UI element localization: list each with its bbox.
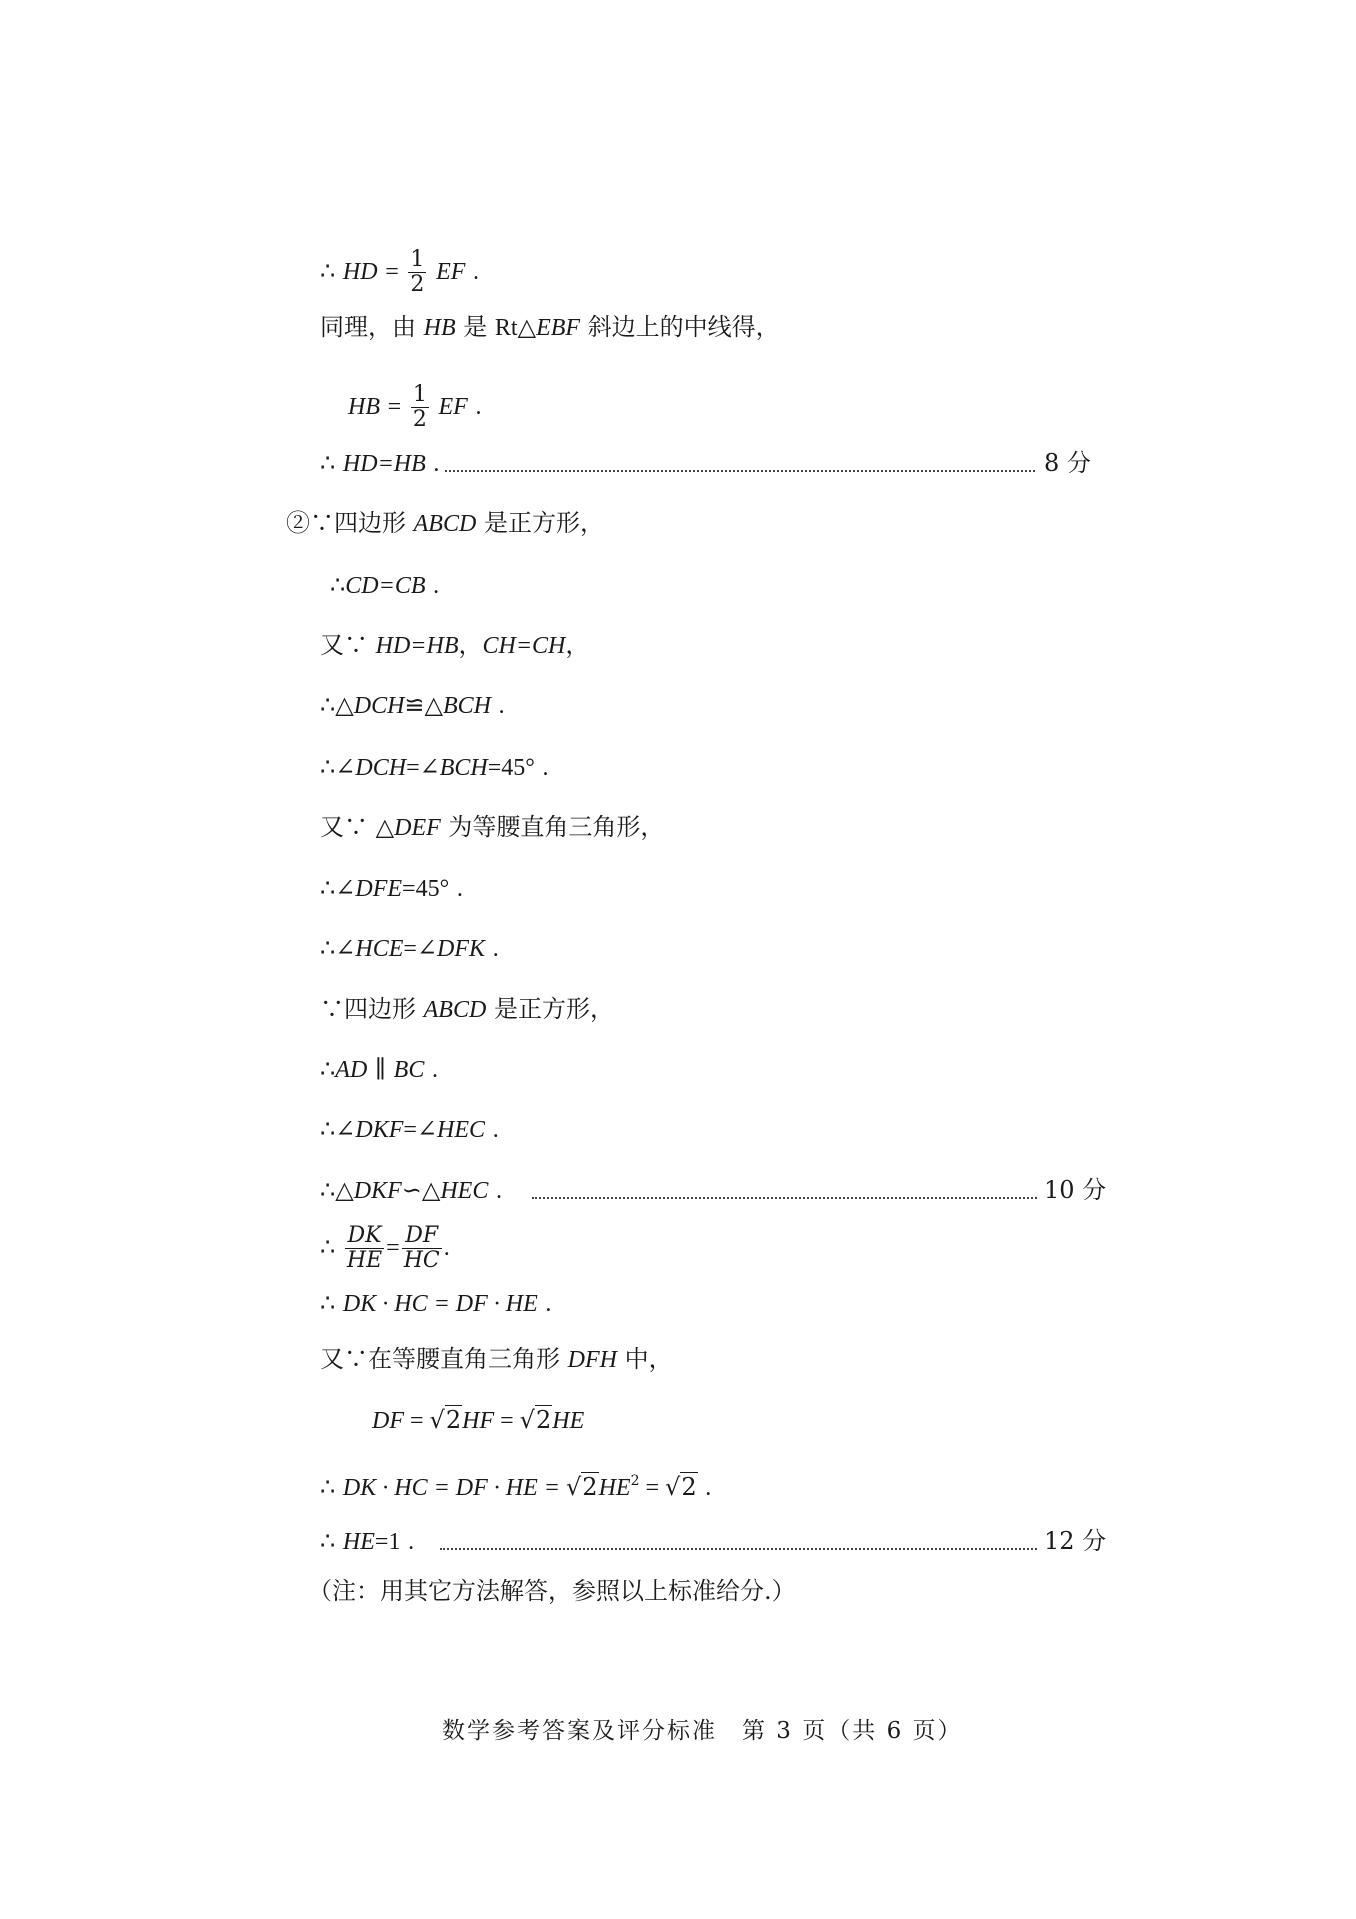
therefore-symbol: ∴ xyxy=(320,691,336,719)
math-text: EBF xyxy=(536,315,581,341)
score-label: 12 分 xyxy=(1044,1527,1107,1555)
therefore-symbol: ∴ xyxy=(320,1233,336,1261)
fraction xyxy=(345,1224,384,1273)
punctuation: . xyxy=(542,755,549,781)
fraction-denominator: HE xyxy=(346,1248,383,1273)
therefore-symbol: ∴ xyxy=(320,753,336,781)
text: 四边形 xyxy=(344,995,416,1023)
text: 中， xyxy=(624,1345,673,1373)
line-cd-eq-cb xyxy=(330,570,439,601)
line-product-equation xyxy=(320,1288,551,1319)
text: 四边形 xyxy=(334,509,406,537)
punctuation: ， xyxy=(565,631,590,659)
punctuation: . xyxy=(408,1529,415,1555)
line-hce-eq-dfk xyxy=(320,933,499,964)
therefore-symbol: ∴ xyxy=(320,1176,336,1204)
fraction xyxy=(411,383,429,432)
text: 又∵ xyxy=(320,631,368,659)
math-text: =1 xyxy=(374,1529,401,1555)
sqrt-expression: √2 xyxy=(665,1473,697,1501)
punctuation: . xyxy=(705,1475,712,1501)
line-angles-45 xyxy=(320,752,549,783)
therefore-symbol: ∴ xyxy=(330,571,346,599)
math-text: DKF xyxy=(353,1178,402,1204)
sqrt-radicand: 2 xyxy=(445,1406,462,1434)
line-hb-half-ef xyxy=(348,383,481,432)
angle-symbol: ∠ xyxy=(419,755,440,781)
math-text: ABCD xyxy=(423,997,487,1023)
triangle-symbol: △ xyxy=(335,693,354,719)
punctuation: ， xyxy=(458,631,483,659)
math-text: HEC xyxy=(437,1117,486,1143)
sqrt-radicand: 2 xyxy=(582,1473,598,1501)
page-footer: 数学参考答案及评分标准 第 3 页（共 6 页） xyxy=(442,1718,963,1744)
line-part2-square xyxy=(286,508,604,539)
therefore-symbol: ∴ xyxy=(320,1289,336,1317)
math-text: BC xyxy=(393,1057,425,1083)
punctuation: . xyxy=(492,1117,499,1143)
math-text: DFH xyxy=(567,1347,617,1373)
fraction-denominator: 2 xyxy=(410,272,425,297)
math-text: = xyxy=(387,394,402,420)
punctuation: . xyxy=(456,876,463,902)
line-similarly-hb xyxy=(320,312,780,343)
score-label: 10 分 xyxy=(1044,1176,1107,1204)
part-marker: ②∵ xyxy=(286,509,334,537)
math-text: DKF xyxy=(355,1117,404,1143)
punctuation: . xyxy=(498,693,505,719)
score-leader-dots xyxy=(440,1548,1037,1550)
math-text: HE xyxy=(598,1475,631,1501)
line-isosceles-dfh xyxy=(320,1344,673,1375)
line-hd-half-ef xyxy=(320,248,479,297)
angle-symbol: ∠ xyxy=(335,1117,356,1143)
math-text: = xyxy=(385,259,399,285)
math-text: = xyxy=(403,1117,417,1143)
math-text: BCH xyxy=(443,693,491,719)
math-text: HB xyxy=(423,315,456,341)
line-ratio-equation xyxy=(320,1224,450,1273)
math-text: DK · HC = DF · HE xyxy=(342,1291,538,1317)
punctuation: . xyxy=(545,1291,552,1317)
line-hd-eq-hb xyxy=(320,448,439,479)
sqrt-expression: √2 xyxy=(565,1473,598,1501)
math-text: = xyxy=(494,1408,520,1434)
math-text: DFE xyxy=(355,876,403,902)
line-triangles-congruent xyxy=(320,690,505,721)
therefore-symbol: ∴ xyxy=(320,1055,336,1083)
math-text: HD=HB xyxy=(375,633,459,659)
therefore-symbol: ∴ xyxy=(320,449,336,477)
sqrt-radicand: 2 xyxy=(535,1406,552,1434)
therefore-symbol: ∴ xyxy=(320,1115,336,1143)
triangle-symbol: △ xyxy=(424,693,443,719)
math-text: HB xyxy=(348,394,380,420)
fraction-numerator: 1 xyxy=(410,247,425,272)
text: 是正方形， xyxy=(493,995,614,1023)
triangle-symbol: △ xyxy=(421,1178,441,1204)
angle-symbol: ∠ xyxy=(335,755,356,781)
angle-symbol: ∠ xyxy=(335,936,356,962)
math-text: = xyxy=(404,1408,430,1434)
fraction-numerator: DF xyxy=(405,1223,439,1248)
math-text: ABCD xyxy=(413,511,477,537)
math-text: =45° xyxy=(487,755,535,781)
math-text: HEC xyxy=(440,1178,489,1204)
math-text: = xyxy=(386,1235,400,1261)
sqrt-expression: √2 xyxy=(519,1406,552,1434)
math-text: = xyxy=(639,1475,666,1501)
line-def-isosceles xyxy=(320,812,664,843)
line-abcd-square xyxy=(320,994,614,1025)
text: 是 xyxy=(463,313,488,341)
math-text: BCH xyxy=(439,755,488,781)
math-text: HE xyxy=(552,1408,585,1434)
math-text: DFK xyxy=(437,936,486,962)
fraction-denominator: HC xyxy=(403,1248,440,1273)
math-text: CH=CH xyxy=(482,633,566,659)
score-leader-dots xyxy=(532,1197,1037,1199)
math-text: AD xyxy=(335,1057,368,1083)
therefore-symbol: ∴ xyxy=(320,1527,336,1555)
fraction xyxy=(408,248,426,297)
punctuation: . xyxy=(433,451,440,477)
triangle-symbol: △ xyxy=(335,1178,354,1204)
math-text: HE xyxy=(342,1529,375,1555)
text: 又∵ xyxy=(320,813,368,841)
line-he-eq-1 xyxy=(320,1526,414,1557)
math-text: EF xyxy=(436,259,466,285)
parallel-symbol: ∥ xyxy=(374,1057,387,1083)
therefore-symbol: ∴ xyxy=(320,1473,336,1501)
math-text: = xyxy=(406,755,420,781)
math-text: DK · HC = DF · HE = xyxy=(342,1475,566,1501)
text: 又∵ xyxy=(320,1345,368,1373)
math-text: DF xyxy=(372,1408,404,1434)
text: 斜边上的中线得， xyxy=(587,313,780,341)
math-text: DCH xyxy=(355,755,407,781)
line-ad-parallel-bc xyxy=(320,1054,438,1085)
punctuation: . xyxy=(443,1235,450,1261)
therefore-symbol: ∴ xyxy=(320,257,336,285)
score-label: 8 分 xyxy=(1044,449,1091,477)
therefore-symbol: ∴ xyxy=(320,874,336,902)
angle-symbol: ∠ xyxy=(416,1117,438,1143)
therefore-symbol: ∴ xyxy=(320,934,336,962)
angle-symbol: ∠ xyxy=(416,936,438,962)
punctuation: . xyxy=(492,936,499,962)
text: 为等腰直角三角形， xyxy=(448,813,665,841)
fraction-denominator: 2 xyxy=(412,407,427,432)
math-text: HF xyxy=(462,1408,495,1434)
math-text: HD xyxy=(342,259,378,285)
line-dfe-45 xyxy=(320,873,463,904)
math-text: DEF xyxy=(394,815,441,841)
congruent-symbol: ≌ xyxy=(404,693,425,719)
line-dkf-eq-hec xyxy=(320,1114,499,1145)
because-symbol: ∵ xyxy=(320,995,344,1023)
math-text: = xyxy=(403,936,417,962)
punctuation: . xyxy=(473,259,480,285)
line-df-sqrt2 xyxy=(372,1405,584,1436)
punctuation: . xyxy=(431,1057,438,1083)
math-text: =45° xyxy=(402,876,450,902)
fraction-numerator: DK xyxy=(347,1223,382,1248)
triangle-symbol: △ xyxy=(375,815,395,841)
sqrt-expression: √2 xyxy=(429,1406,462,1434)
text: 在等腰直角三角形 xyxy=(368,1345,560,1373)
fraction-numerator: 1 xyxy=(412,382,427,407)
line-triangles-similar xyxy=(320,1175,502,1206)
grading-note: （注：用其它方法解答，参照以上标准给分.） xyxy=(308,1577,796,1605)
math-text: HD=HB xyxy=(342,451,426,477)
line-product-sqrt2 xyxy=(320,1466,711,1503)
text: 同理，由 xyxy=(320,313,416,341)
punctuation: . xyxy=(475,394,482,420)
exponent: 2 xyxy=(630,1473,640,1489)
math-text: EF xyxy=(438,394,468,420)
text: 是正方形， xyxy=(483,509,604,537)
math-text: DCH xyxy=(353,693,405,719)
math-text: CD=CB xyxy=(345,573,426,599)
similar-symbol: ∽ xyxy=(401,1178,422,1204)
math-text: HCE xyxy=(355,936,404,962)
score-leader-dots xyxy=(445,470,1035,472)
line-hd-hb-ch-ch xyxy=(320,630,589,661)
punctuation: . xyxy=(495,1178,502,1204)
math-text: Rt△ xyxy=(494,315,537,341)
fraction xyxy=(402,1224,442,1273)
angle-symbol: ∠ xyxy=(335,876,356,902)
punctuation: . xyxy=(433,573,440,599)
sqrt-radicand: 2 xyxy=(681,1473,697,1501)
